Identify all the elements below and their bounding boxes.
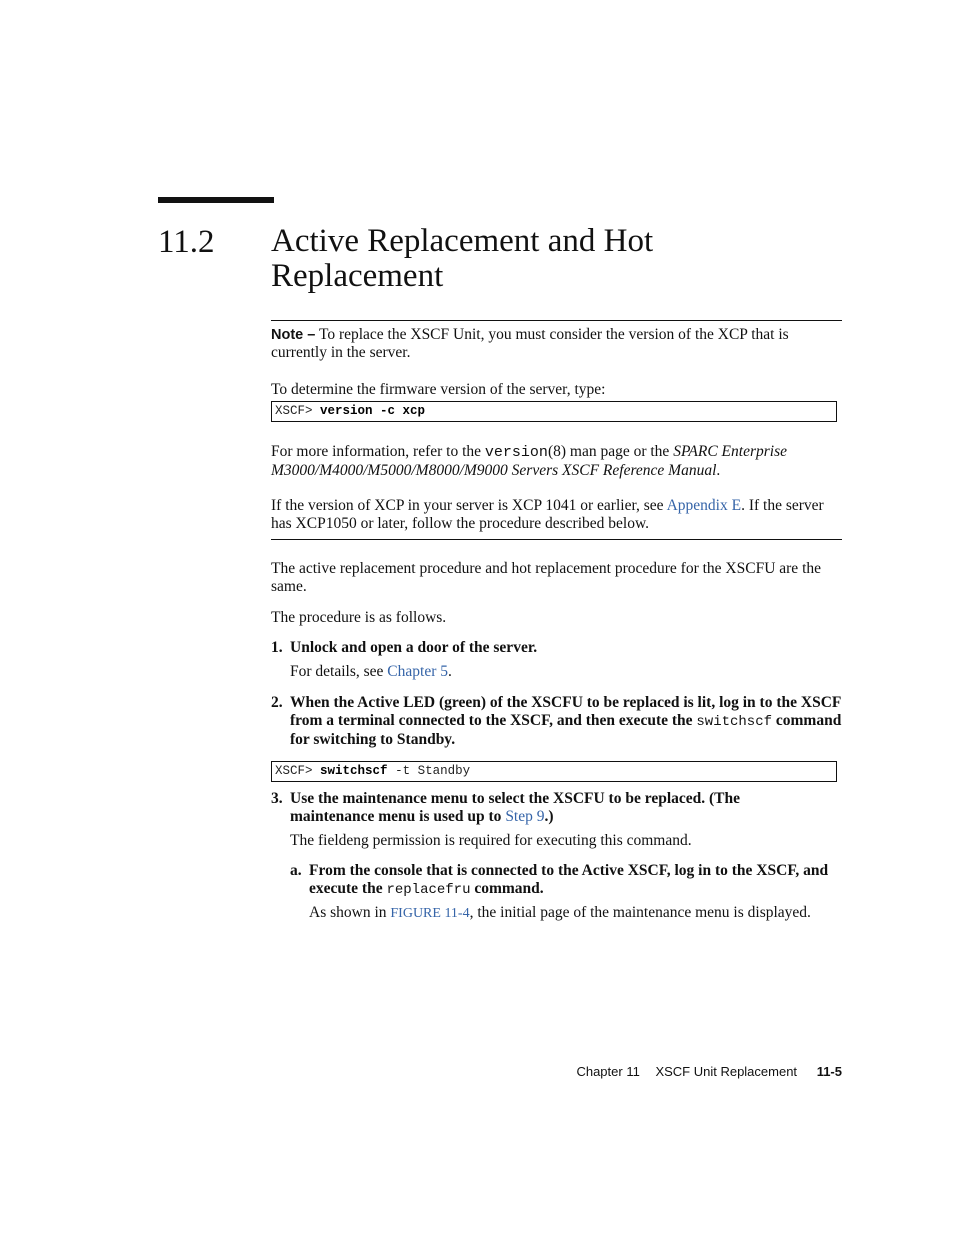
manual-title: SPARC Enterprise M3000/M4000/M5000/M8000/M9000 Servers XSCF Reference Manual — [271, 443, 787, 479]
section-title: Active Replacement and Hot Replacement — [271, 223, 654, 294]
step-3-body — [290, 790, 780, 826]
code-args: -t Standby — [395, 764, 471, 778]
step-3-detail: The fieldeng permission is required for executing this command. — [290, 832, 692, 849]
note-top-rule — [271, 320, 842, 321]
xcp-paragraph — [271, 497, 842, 533]
substep-a-detail-text: As shown in — [309, 904, 387, 921]
footer-chapter: Chapter 11 — [576, 1064, 640, 1079]
note-text: To replace the XSCF Unit, you must consider the version of the XCP that is currently in the server. — [271, 326, 789, 361]
step-2-text-post: command for switching to Standby. — [290, 712, 842, 748]
replacefru-command: replacefru — [386, 882, 471, 898]
section-number: 11.2 — [158, 224, 215, 260]
step-3-number: 3. — [271, 790, 283, 807]
procedure-text: The procedure is as follows. — [271, 609, 447, 626]
step-2-text-pre: When the Active LED (green) of the XSCFU to be replaced is lit, log in to the XSCF from a terminal connected to the XSCF, and then execute the — [290, 694, 841, 729]
note-label: Note – — [271, 327, 316, 343]
step-3-text-post: .) — [544, 808, 554, 825]
chapter-5-link[interactable]: Chapter 5 — [387, 663, 448, 680]
xcp-text-pre: If the version of XCP in your server is XCP 1041 or earlier, see — [271, 497, 664, 514]
substep-a-text-post: command. — [474, 880, 544, 897]
version-code-box — [271, 401, 837, 422]
switchscf-command: switchscf — [696, 714, 773, 730]
step-2 — [271, 694, 842, 749]
step-1 — [271, 639, 842, 657]
substep-a-body — [309, 862, 829, 899]
xcp-text-post: . If the server has XCP1050 or later, follow the procedure described below. — [271, 497, 824, 532]
step-1-detail-end: . — [448, 663, 452, 680]
step-3 — [271, 790, 842, 826]
version-command: version — [484, 444, 548, 461]
code-command: version -c xcp — [320, 404, 426, 418]
more-info-mid: (8) man page or the — [547, 443, 670, 460]
footer-title: XSCF Unit Replacement — [655, 1064, 798, 1079]
code-command: switchscf — [320, 764, 388, 778]
more-info-end: . — [716, 462, 721, 479]
note-paragraph — [271, 326, 842, 362]
appendix-e-link[interactable]: Appendix E — [666, 497, 742, 514]
step-1-detail — [290, 663, 842, 681]
substep-a-detail-end: , the initial page of the maintenance menu is displayed. — [469, 904, 811, 921]
step-2-number: 2. — [271, 694, 283, 711]
step-2-body — [290, 694, 842, 749]
step-1-number: 1. — [271, 639, 283, 656]
step-1-detail-text: For details, see — [290, 663, 384, 680]
code-prompt: XSCF> — [275, 764, 313, 778]
step-3-text-pre: Use the maintenance menu to select the XSCFU to be replaced. (The maintenance menu is used up to — [290, 790, 741, 825]
code-prompt: XSCF> — [275, 404, 313, 418]
determine-text: To determine the firmware version of the server, type: — [271, 381, 606, 398]
page-number: 11-5 — [816, 1064, 842, 1079]
step-1-text: Unlock and open a door of the server. — [290, 639, 538, 656]
substep-a-label: a. — [290, 862, 302, 879]
note-bottom-rule — [271, 539, 842, 540]
section-rule — [158, 197, 274, 203]
intro-paragraph: The active replacement procedure and hot replacement procedure for the XSCFU are the same. — [271, 560, 822, 595]
page-footer — [564, 1064, 842, 1079]
figure-11-4-link[interactable]: FIGURE 11-4 — [390, 906, 470, 921]
substep-a-detail — [309, 904, 849, 923]
more-info-text: For more information, refer to the — [271, 443, 482, 460]
substep-a — [290, 862, 842, 899]
more-info-paragraph — [271, 443, 842, 480]
switchscf-code-box — [271, 761, 837, 782]
step-9-link[interactable]: Step 9 — [505, 808, 545, 825]
substep-a-text-pre: From the console that is connected to the Active XSCF, log in to the XSCF, and execute the — [309, 862, 829, 897]
